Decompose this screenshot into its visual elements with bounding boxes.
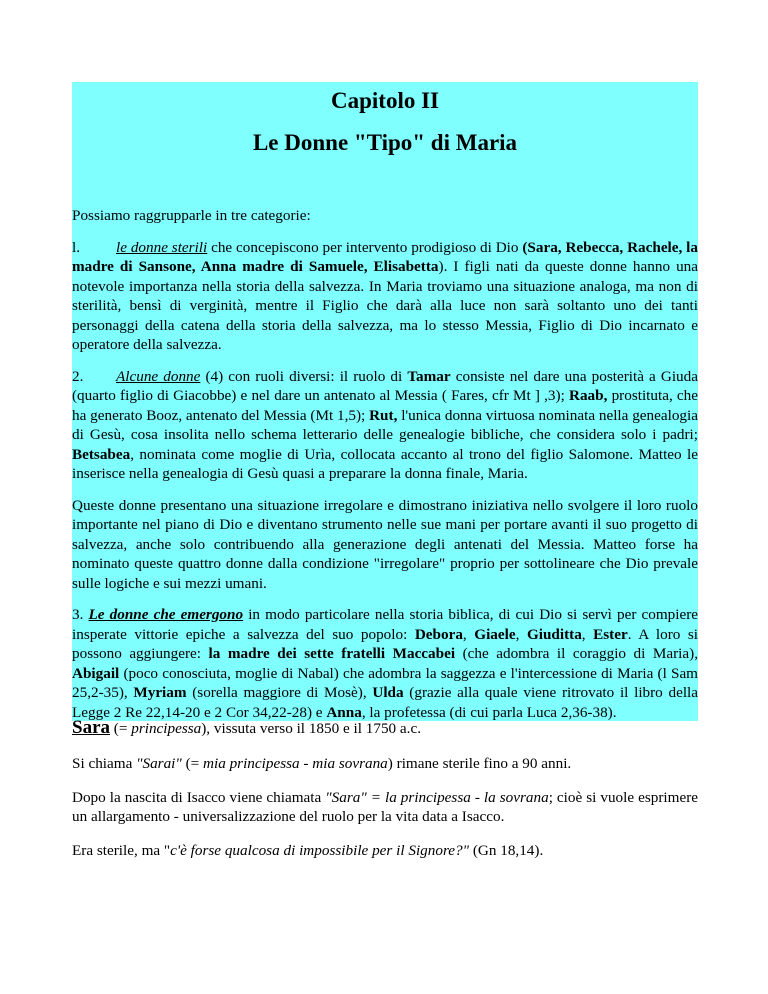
name-raab: Raab, bbox=[568, 387, 608, 404]
name-ester: Ester bbox=[593, 625, 628, 643]
category-1-heading: le donne sterili bbox=[116, 238, 208, 256]
name-anna: Anna bbox=[326, 703, 362, 721]
category-3-text: in modo particolare nella storia biblica, di cui Dio si servì per compiere insperate vittorie epiche a salvezza del suo popolo: bbox=[72, 606, 699, 643]
sarai-name: "Sarai" bbox=[136, 755, 182, 772]
name-betsabea: Betsabea bbox=[72, 445, 131, 463]
category-1-names: (Sara, Rebecca, Rachele, la madre di Sansone, Anna madre di Samuele, Elisabetta bbox=[72, 238, 698, 275]
separator: , bbox=[515, 625, 527, 643]
sara-section bbox=[72, 717, 698, 860]
category-3-text-2: . A loro si possono aggiungere: bbox=[72, 625, 699, 662]
sterile-text: Era sterile, ma " bbox=[72, 841, 171, 859]
name-ulda: Ulda bbox=[372, 684, 404, 701]
sara-text-2: ), vissuta verso il 1850 e il 1750 a.c. bbox=[201, 720, 422, 737]
sara-text: (= bbox=[110, 720, 132, 737]
category-3-paragraph bbox=[72, 605, 698, 722]
sara-meaning: principessa bbox=[131, 720, 202, 737]
category-2-paragraph bbox=[72, 367, 698, 484]
category-3-text-5: (sorella maggiore di Mosè), bbox=[186, 684, 373, 701]
category-3-text-3: (che adombra il coraggio di Maria), bbox=[455, 645, 698, 662]
category-2-text-5: , nominata come moglie di Urìa, collocata accanto al trono del figlio Salomone. Matteo le inserisce nella genealogia di Gesù quasi a preparare la donna finale, Maria. bbox=[72, 445, 698, 482]
dopo-text-2: ; cioè si vuole esprimere un allargamento - universalizzazione del ruolo per la vita data a Isacco. bbox=[72, 788, 698, 825]
sterile-text-2: (Gn 18,14). bbox=[469, 841, 544, 859]
category-2-text-4: l'unica donna virtuosa nominata nella genealogia di Gesù, cosa insolita nello schema letterario delle genealogie bibliche, che considera solo i padri; bbox=[72, 406, 698, 443]
category-1-text-end: ). I figli nati da queste donne hanno una notevole importanza nella storia della salvezza. In Maria troviamo una situazione analoga, ma non di sterilità, bensì di verginità, mentre il Figlio che darà alla luce non sarà soltanto uno dei tanti personaggi della catena della storia della salvezza, ma lo stesso Messia, Figlio di Dio incarnato e operatore della salvezza. bbox=[72, 258, 699, 353]
paragraph-irregular-women: Queste donne presentano una situazione irregolare e dimostrano iniziativa nello svolgere il loro ruolo importante nel piano di Dio e diventano strumento nelle sue mani per portare avanti il suo progetto di salvezza, anche solo contribuendo alla generazione degli antenati del Messia. Matteo forse ha nominato queste quattro donne dalla condizione "irregolare" proprio per sottolineare che Dio prevale sulle logiche e sui mezzi umani. bbox=[72, 496, 698, 592]
category-2-number: 2. bbox=[72, 367, 84, 385]
name-rut: Rut, bbox=[369, 406, 398, 424]
dopo-text: Dopo la nascita di Isacco viene chiamata bbox=[72, 788, 326, 806]
document-page bbox=[72, 82, 698, 994]
name-debora: Debora bbox=[414, 625, 463, 643]
category-3-text-6: (grazie alla quale viene ritrovato il libro della Legge 2 Re 22,14-20 e 2 Cor 34,22-28) e bbox=[72, 684, 698, 721]
document-content bbox=[72, 82, 698, 722]
intro-paragraph: Possiamo raggrupparle in tre categorie: bbox=[72, 207, 311, 224]
name-giaele: Giaele bbox=[474, 625, 516, 643]
category-3-heading: Le donne che emergono bbox=[88, 606, 244, 623]
sterile-paragraph bbox=[72, 841, 698, 861]
chapter-subtitle: Le Donne "Tipo" di Maria bbox=[252, 130, 518, 155]
category-1-text: che concepiscono per intervento prodigioso di Dio bbox=[207, 238, 523, 256]
sarai-meaning: mia principessa - mia sovrana bbox=[203, 755, 388, 772]
dopo-paragraph bbox=[72, 788, 698, 827]
sarai-text-2: (= bbox=[181, 755, 203, 772]
sarai-text: Si chiama bbox=[72, 755, 137, 772]
sarai-text-3: ) rimane sterile fino a 90 anni. bbox=[387, 755, 572, 772]
category-2-text-3: prostituta, che ha generato Booz, antenato del Messia (Mt 1,5); bbox=[72, 387, 698, 424]
category-3-text-4: (poco conosciuta, moglie di Nabal) che adombra la saggezza e l'intercessione di Maria (l Sam 25,2-35), bbox=[72, 664, 698, 701]
category-1-number: l. bbox=[72, 238, 81, 256]
separator: , bbox=[462, 625, 475, 643]
name-giuditta: Giuditta bbox=[526, 625, 582, 643]
name-myriam: Myriam bbox=[133, 684, 187, 701]
category-3-text-7: , la profetessa (di cui parla Luca 2,36-38). bbox=[361, 703, 617, 721]
category-1-paragraph bbox=[72, 238, 698, 355]
category-2-heading: Alcune donne bbox=[116, 367, 201, 385]
name-abigail: Abigail bbox=[72, 664, 120, 682]
name-maccabei-mother: la madre dei sette fratelli Maccabei bbox=[208, 645, 456, 662]
sarai-paragraph bbox=[72, 754, 698, 774]
category-3-number: 3. bbox=[72, 606, 89, 623]
chapter-title: Capitolo II bbox=[331, 88, 439, 113]
separator: , bbox=[581, 625, 594, 643]
category-2-text: (4) con ruoli diversi: il ruolo di bbox=[200, 367, 408, 385]
category-2-text-2: consiste nel dare una posterità a Giuda (quarto figlio di Giacobbe) e nel dare un antenato al Messia ( Fares, cfr Mt ] ,3); bbox=[72, 367, 698, 404]
name-tamar: Tamar bbox=[407, 367, 451, 385]
sara-heading: Sara bbox=[72, 717, 110, 738]
sterile-quote: c'è forse qualcosa di impossibile per il Signore?" bbox=[170, 841, 470, 859]
dopo-italic: "Sara" = la principessa - la sovrana bbox=[325, 788, 549, 806]
sara-heading-line bbox=[72, 717, 698, 740]
